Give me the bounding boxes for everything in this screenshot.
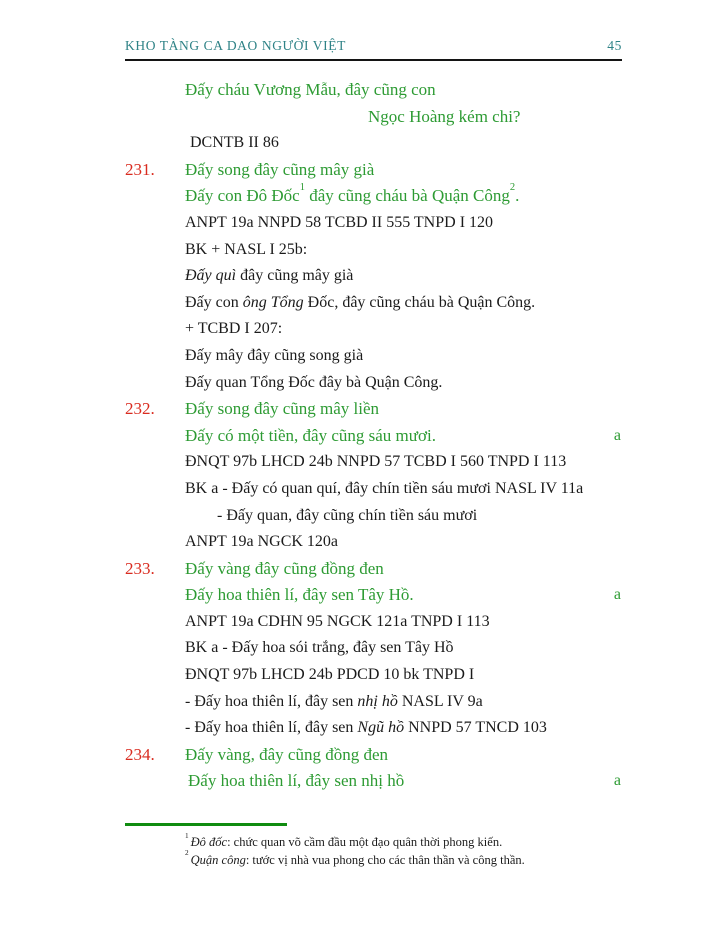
- citation-line: [125, 715, 622, 742]
- line-text: [185, 559, 384, 578]
- header-rule: [125, 59, 622, 61]
- line-text: [185, 347, 363, 364]
- text-segment: NASL IV 9a: [401, 692, 483, 710]
- citation-line: [125, 449, 622, 476]
- text-segment: Đấy con: [185, 293, 243, 311]
- line-text: [185, 374, 442, 391]
- verse-line: [125, 742, 622, 769]
- entry-number: 234.: [125, 744, 155, 764]
- book-title: KHO TÀNG CA DAO NGƯỜI VIỆT: [125, 38, 346, 53]
- text-segment: Đấy hoa thiên lí, đây sen nhị hồ: [188, 771, 405, 791]
- citation-line: [125, 210, 622, 237]
- line-text: [185, 160, 374, 179]
- verse-line: [125, 157, 622, 184]
- entry-number: 232.: [125, 399, 155, 419]
- verse-line: [125, 396, 622, 423]
- text-segment: Đấy song đây cũng mây già: [185, 159, 375, 179]
- text-segment: Đấy vàng đây cũng đồng đen: [185, 558, 384, 578]
- verse-line: [125, 104, 622, 131]
- footnote-marker: 2: [185, 849, 189, 858]
- line-text: [185, 693, 483, 710]
- text-segment: Đốc, đây cũng cháu bà Quận Công.: [307, 293, 536, 311]
- text-segment: ANPT 19a NNPD 58 TCBD II 555 TNPD I 120: [185, 213, 494, 231]
- citation-line: [125, 476, 622, 503]
- line-text: [185, 294, 535, 311]
- line-text: [185, 533, 338, 550]
- citation-line: [125, 263, 622, 290]
- text-segment: .: [515, 186, 520, 206]
- line-text: [185, 507, 477, 524]
- line-text: [185, 453, 566, 470]
- variant-mark: a: [613, 586, 621, 604]
- verse-line: [125, 77, 622, 104]
- citation-line: [125, 662, 622, 689]
- line-text: [185, 134, 279, 151]
- text-segment: ĐNQT 97b LHCD 24b NNPD 57 TCBD I 560 TNPD I 113: [185, 453, 567, 471]
- text-segment: Đấy con Đô Đốc: [185, 186, 300, 206]
- content-lines: [125, 77, 622, 795]
- text-segment: Ngọc Hoàng kém chi?: [368, 106, 521, 126]
- citation-line: [125, 130, 622, 157]
- text-segment: nhị hồ: [357, 692, 402, 710]
- page-number: 45: [607, 38, 622, 53]
- line-text: [185, 214, 493, 231]
- line-text: [185, 80, 436, 99]
- line-text: [185, 181, 520, 206]
- line-text: [185, 585, 414, 604]
- citation-line: [125, 316, 622, 343]
- citation-line: [125, 635, 622, 662]
- line-text: [185, 745, 388, 764]
- text-segment: Đô đốc: [190, 835, 228, 849]
- text-segment: đây cũng mây già: [236, 267, 354, 285]
- text-segment: : chức quan võ cầm đầu một đạo quân thời phong kiến.: [227, 835, 503, 849]
- text-segment: - Đấy hoa thiên lí, đây sen: [185, 719, 358, 737]
- line-text: [185, 399, 379, 418]
- citation-line: [125, 609, 622, 636]
- text-segment: Đấy quì: [185, 267, 237, 285]
- text-segment: ANPT 19a NGCK 120a: [185, 533, 339, 551]
- text-segment: ĐNQT 97b LHCD 24b PDCD 10 bk TNPD I: [185, 666, 475, 684]
- line-text: [185, 267, 353, 284]
- footnote-separator-rule: [125, 823, 287, 826]
- text-segment: Ngũ hồ: [357, 719, 409, 737]
- text-segment: Đấy hoa thiên lí, đây sen Tây Hồ.: [185, 585, 414, 605]
- text-segment: ông Tổng: [242, 293, 308, 311]
- text-segment: : tước vị nhà vua phong cho các thân thần và công thần.: [245, 852, 525, 867]
- verse-line: [125, 582, 622, 609]
- text-segment: BK + NASL I 25b:: [185, 240, 308, 258]
- text-segment: đây cũng cháu bà Quận Công: [304, 186, 510, 206]
- entry-number: 233.: [125, 558, 155, 578]
- citation-line: [125, 370, 622, 397]
- footnote: [185, 831, 622, 852]
- footnote: [185, 849, 622, 870]
- variant-mark: a: [613, 772, 621, 790]
- line-text: [185, 771, 404, 790]
- text-segment: Quận công: [190, 852, 246, 867]
- verse-line: [125, 556, 622, 583]
- citation-line: [125, 343, 622, 370]
- running-header: [125, 38, 622, 54]
- citation-line: [125, 529, 622, 556]
- text-segment: Đấy song đây cũng mây liền: [185, 399, 380, 419]
- line-text: [185, 107, 520, 126]
- text-segment: ANPT 19a CDHN 95 NGCK 121a TNPD I 113: [185, 612, 490, 630]
- footnotes: [185, 831, 622, 869]
- line-text: [185, 320, 282, 337]
- verse-line: [125, 183, 622, 210]
- text-segment: Đấy vàng, đây cũng đồng đen: [185, 744, 389, 764]
- verse-line: [125, 423, 622, 450]
- verse-line: [125, 768, 622, 795]
- entry-number: 231.: [125, 159, 155, 179]
- citation-line: [125, 237, 622, 264]
- text-segment: - Đấy quan, đây cũng chín tiền sáu mươi: [217, 506, 478, 524]
- variant-mark: a: [613, 426, 621, 444]
- text-segment: BK a - Đấy có quan quí, đây chín tiền sáu mươi NASL IV 11a: [185, 479, 584, 497]
- line-text: [185, 639, 454, 656]
- text-segment: Đấy quan Tổng Đốc đây bà Quận Công.: [185, 373, 443, 391]
- line-text: [185, 241, 307, 258]
- text-segment: Đấy cháu Vương Mẫu, đây cũng con: [185, 80, 436, 99]
- citation-line: [125, 689, 622, 716]
- text-segment: Đấy có một tiền, đây cũng sáu mươi.: [185, 425, 436, 445]
- line-text: [185, 719, 547, 736]
- citation-line: [125, 503, 622, 530]
- footnote-marker: 1: [185, 831, 189, 840]
- text-segment: DCNTB II 86: [190, 134, 279, 152]
- line-text: [185, 426, 436, 445]
- citation-line: [125, 290, 622, 317]
- text-segment: - Đấy hoa thiên lí, đây sen: [185, 692, 358, 710]
- line-text: [185, 666, 474, 683]
- footnote-reference: 1: [299, 181, 305, 193]
- text-segment: BK a - Đấy hoa sói trắng, đây sen Tây Hồ: [185, 639, 454, 657]
- text-segment: Đấy mây đây cũng song già: [185, 346, 364, 364]
- text-segment: + TCBD I 207:: [185, 320, 283, 338]
- text-segment: NNPD 57 TNCD 103: [408, 719, 547, 737]
- line-text: [185, 613, 490, 630]
- footnote-reference: 2: [509, 181, 516, 193]
- line-text: [185, 480, 583, 497]
